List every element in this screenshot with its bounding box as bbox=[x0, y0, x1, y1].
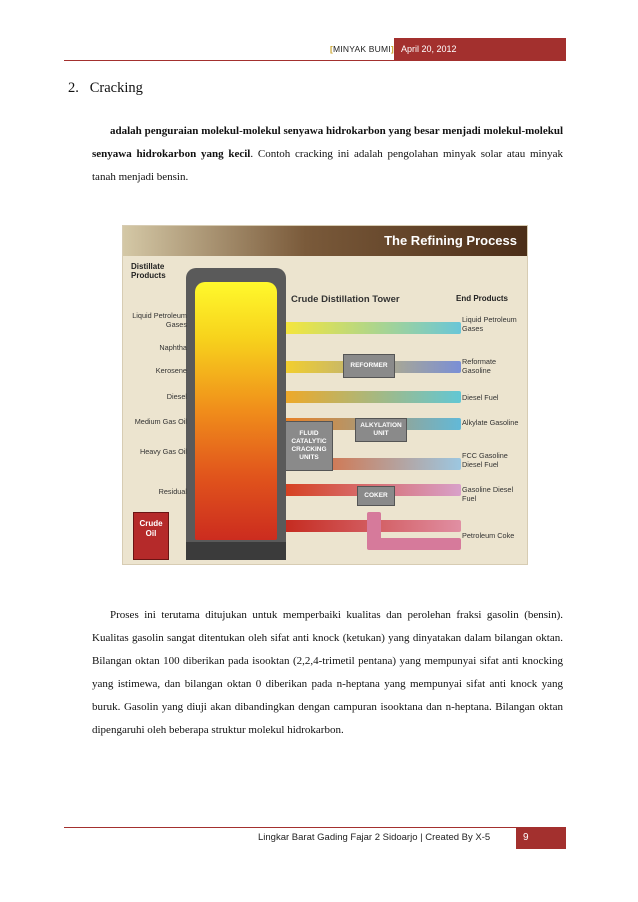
header-bracket-close: ] bbox=[390, 44, 394, 54]
coker-unit: COKER bbox=[357, 486, 395, 506]
section-number: 2. bbox=[68, 80, 79, 96]
figure-title: The Refining Process bbox=[384, 233, 517, 248]
definition-rest-text: . Contoh cracking ini adalah pengolahan minyak solar atau minyak tanah menjadi bensin. bbox=[92, 148, 563, 183]
octane-text: Proses ini terutama ditujukan untuk memperbaiki kualitas dan perolehan fraksi gasolin (bensin). Kualitas gasolin sangat ditentukan oleh sifat anti knock (ketukan) yang dinyatakan dalam bilangan oktan. Bilangan oktan 100 diberikan pada isooktan (2,2,4-trimetil pentana) yang mempunyai sifat anti knocking yang istimewa, dan bilangan oktan 0 diberikan pada n-heptana yang mempunyai sifat anti knock yang buruk. Gasolin yang diuji akan dibandingkan dengan campuran isooktana dan n-heptana. Bilangan oktan dipengaruhi oleh beberapa struktur molekul hidrokarbon. bbox=[92, 609, 563, 736]
right-label-fcc-gasoline: FCC Gasoline Diesel Fuel bbox=[462, 451, 508, 469]
tower-label: Crude Distillation Tower bbox=[291, 294, 400, 305]
pipe-coke bbox=[367, 538, 461, 550]
pipe-kerosene bbox=[283, 391, 461, 403]
header-title-text: MINYAK BUMI bbox=[333, 44, 391, 54]
distillation-tower bbox=[186, 268, 286, 560]
distillate-products-heading: Distillate Products bbox=[131, 262, 166, 280]
left-label-residual: Residual bbox=[158, 487, 187, 496]
crude-oil-tank: Crude Oil bbox=[133, 512, 169, 560]
right-label-reformate: Reformate Gasoline bbox=[462, 357, 497, 375]
left-label-naphtha: Naphtha bbox=[159, 343, 187, 352]
right-label-gasoline-diesel: Gasoline Diesel Fuel bbox=[462, 485, 514, 503]
right-label-coke: Petroleum Coke bbox=[462, 531, 515, 540]
paragraph-cracking-definition bbox=[92, 120, 563, 189]
footer-divider bbox=[64, 827, 566, 828]
section-title: Cracking bbox=[89, 80, 143, 96]
figure-banner bbox=[123, 226, 528, 256]
left-label-medium-gas-oil: Medium Gas Oil bbox=[134, 417, 187, 426]
fcc-unit: FLUID CATALYTIC CRACKING UNITS bbox=[285, 421, 333, 471]
refining-process-figure bbox=[122, 225, 528, 565]
alkylation-unit: ALKYLATION UNIT bbox=[355, 418, 407, 442]
section-heading bbox=[68, 80, 143, 97]
right-label-alkylate: Alkylate Gasoline bbox=[462, 418, 519, 427]
right-label-diesel-fuel: Diesel Fuel bbox=[462, 393, 499, 402]
header-title bbox=[330, 44, 394, 54]
left-label-kerosene: Kerosene bbox=[155, 366, 187, 375]
header-bracket-open: [ bbox=[330, 44, 334, 54]
left-label-lpg: Liquid Petroleum Gases bbox=[132, 311, 187, 329]
left-label-diesel: Diesel bbox=[166, 392, 187, 401]
definition-bold-text: adalah penguraian molekul-molekul senyawa hidrokarbon yang besar menjadi molekul-molekul senyawa hidrokarbon yang kecil bbox=[92, 125, 563, 160]
header-date: April 20, 2012 bbox=[394, 38, 566, 60]
paragraph-octane bbox=[92, 604, 563, 742]
page-number: 9 bbox=[516, 827, 566, 849]
footer-text: Lingkar Barat Gading Fajar 2 Sidoarjo | Created By X-5 bbox=[258, 832, 491, 843]
right-label-lpg: Liquid Petroleum Gases bbox=[462, 315, 517, 333]
left-label-heavy-gas-oil: Heavy Gas Oil bbox=[139, 447, 187, 456]
header-divider bbox=[64, 60, 566, 61]
end-products-heading: End Products bbox=[456, 294, 509, 303]
reformer-unit: REFORMER bbox=[343, 354, 395, 378]
pipe-lpg bbox=[283, 322, 461, 334]
tower-base bbox=[186, 542, 286, 560]
tower-interior bbox=[195, 282, 277, 540]
